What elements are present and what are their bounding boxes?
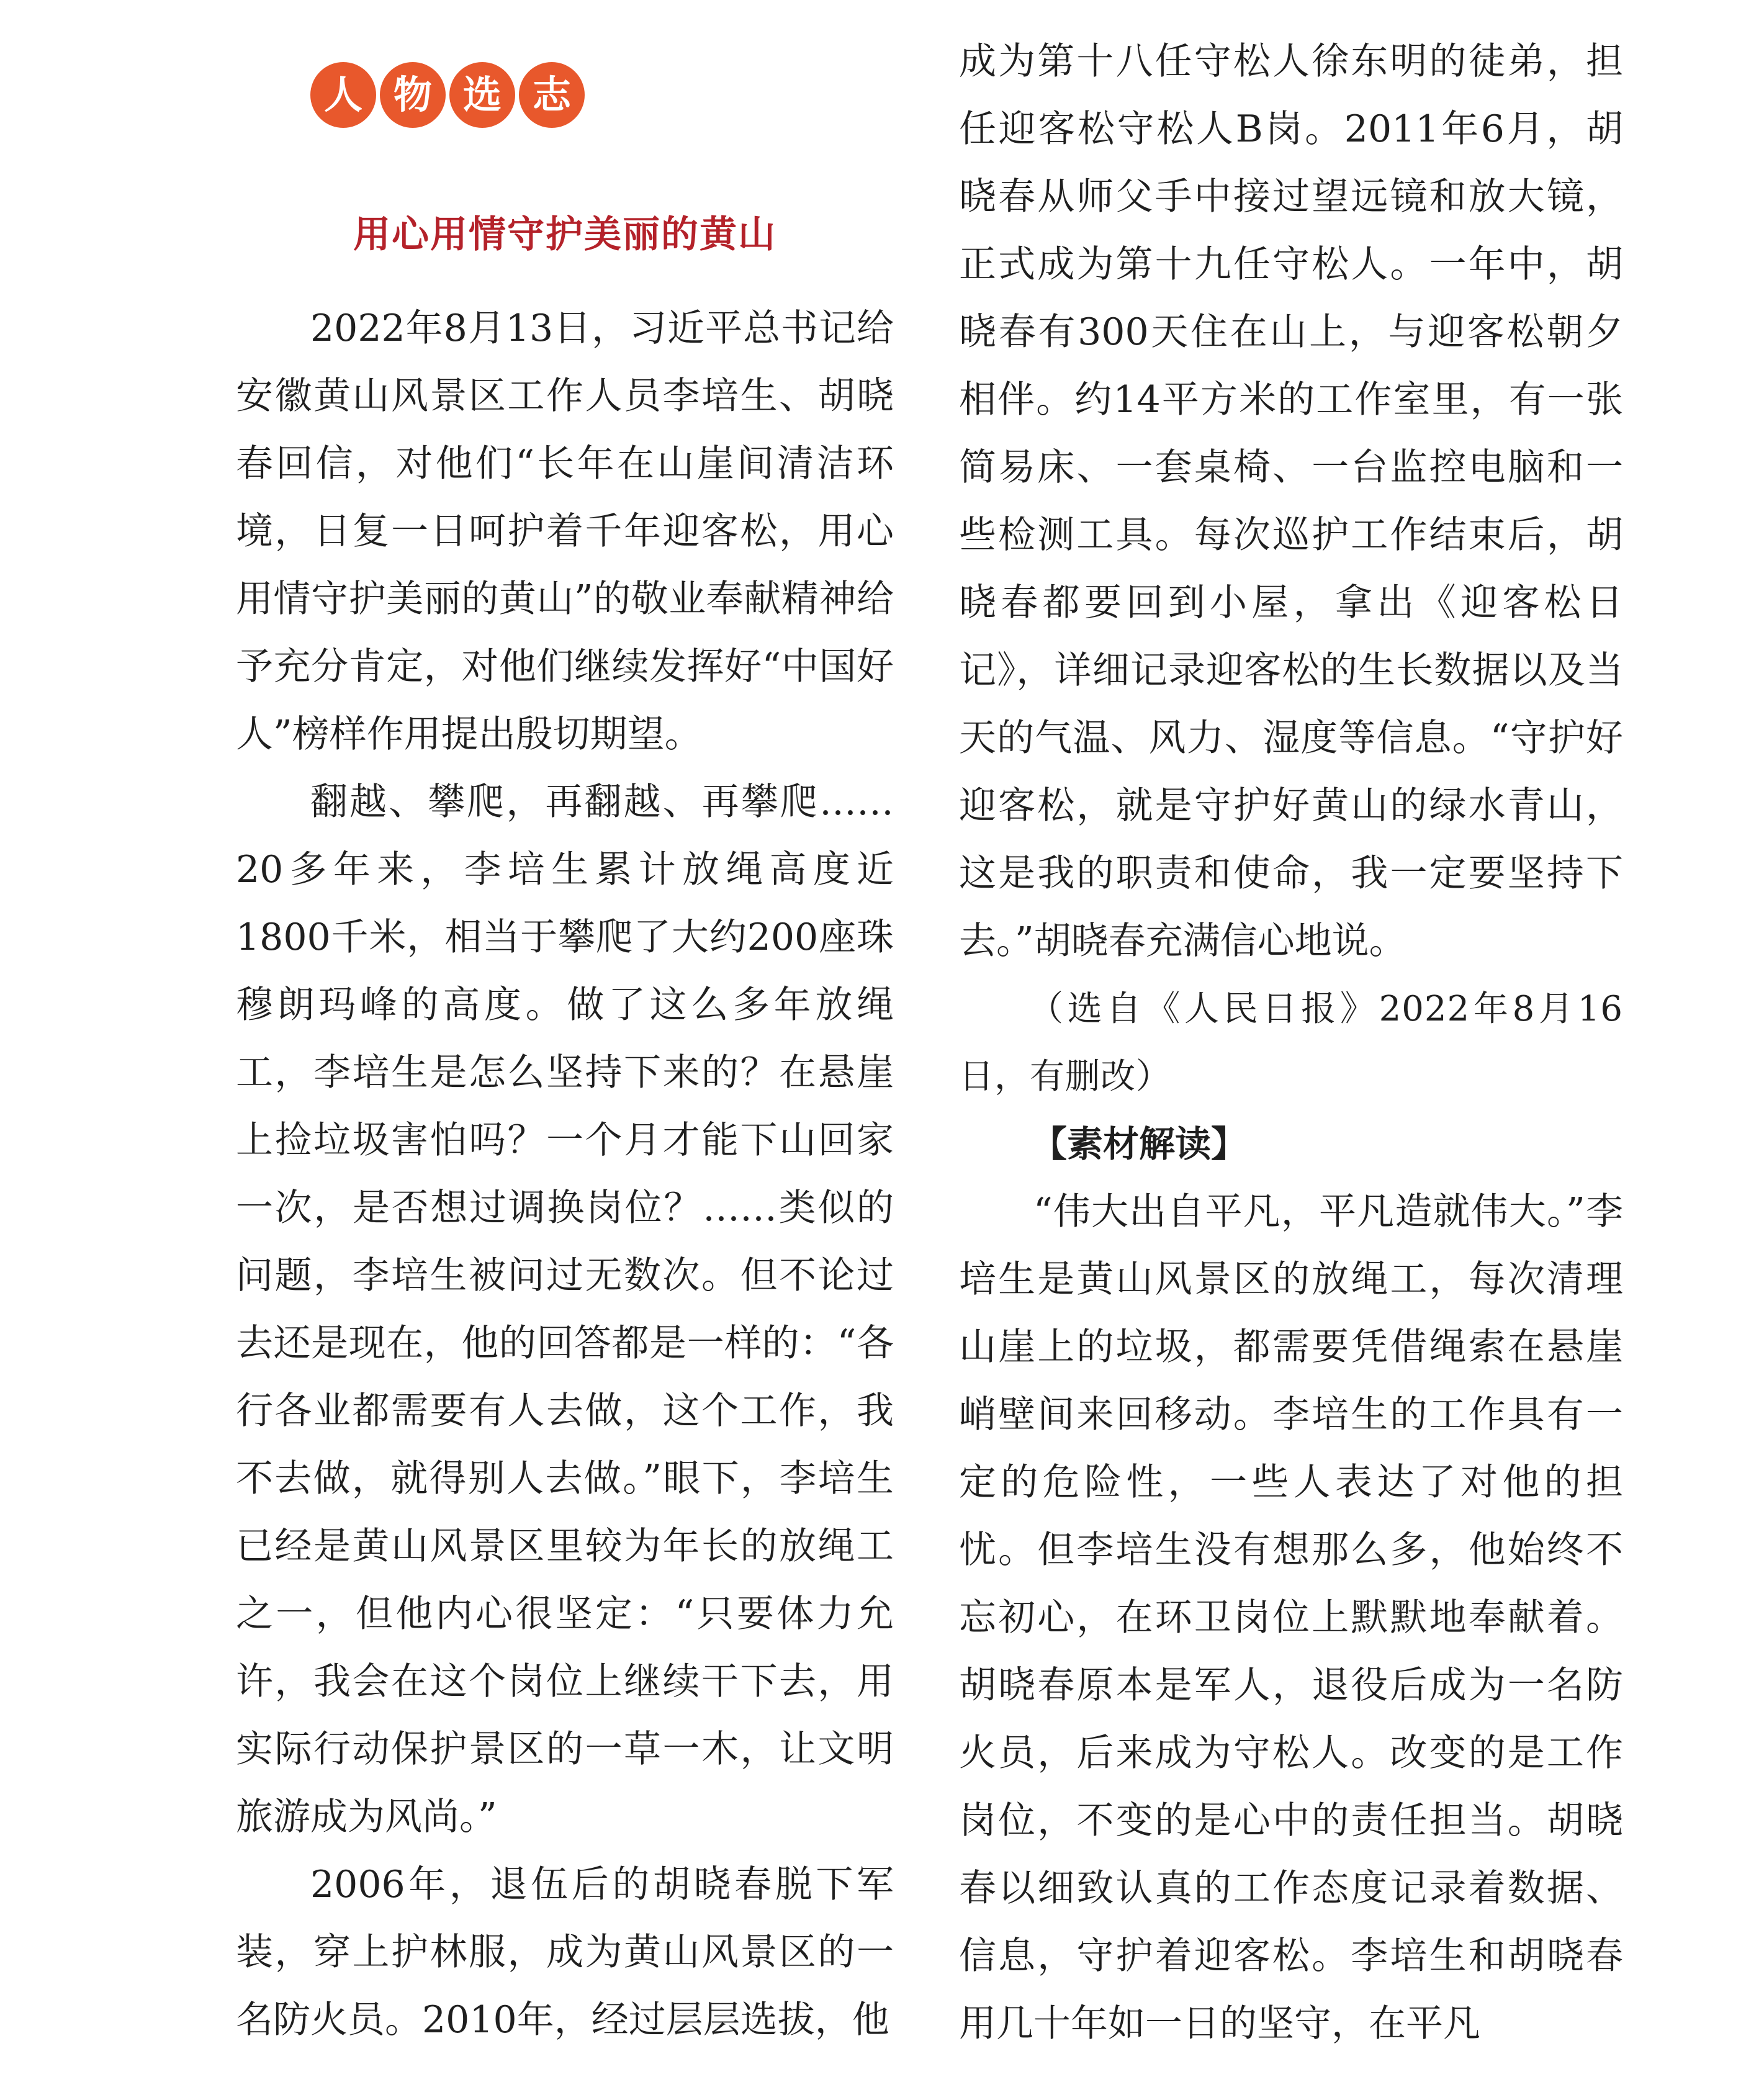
- interpretation-paragraph: “伟大出自平凡，平凡造就伟大。”李培生是黄山风景区的放绳工，每次清理山崖上的垃圾，都需要凭借绳索在悬崖峭壁间来回移动。李培生的工作具有一定的危险性，一些人表达了对他的担忧。但李培生没有想那么多，他始终不忘初心，在环卫岗位上默默地奉献着。胡晓春原本是军人，退役后成为一名防火员，后来成为守松人。改变的是工作岗位，不变的是心中的责任担当。胡晓春以细致认真的工作态度记录着数据、信息，守护着迎客松。李培生和胡晓春用几十年如一日的坚守，在平凡: [959, 1190, 1623, 2045]
- badge-char: 选: [449, 62, 515, 128]
- source-citation: （选自《人民日报》2022年8月16日，有删改）: [959, 989, 1623, 1097]
- badge-char: 志: [519, 62, 585, 128]
- body-paragraph-continued: 成为第十八任守松人徐东明的徒弟，担任迎客松守松人B岗。2011年6月，胡晓春从师父手中接过望远镜和放大镜，正式成为第十九任守松人。一年中，胡晓春有300天住在山上，与迎客松朝夕相伴。约14平方米的工作室里，有一张简易床、一套桌椅、一台监控电脑和一些检测工具。每次巡护工作结束后，胡晓春都要回到小屋，拿出《迎客松日记》，详细记录迎客松的生长数据以及当天的气温、风力、湿度等信息。“守护好迎客松，就是守护好黄山的绿水青山，这是我的职责和使命，我一定要坚持下去。”胡晓春充满信心地说。: [959, 40, 1623, 963]
- badge-char: 物: [380, 62, 446, 128]
- right-column: [959, 28, 1623, 2058]
- section-badge: [310, 62, 585, 128]
- article-title: 用心用情守护美丽的黄山: [353, 213, 776, 256]
- section-heading: 【素材解读】: [1031, 1123, 1248, 1165]
- left-column: [236, 295, 894, 2054]
- body-paragraph: 翻越、攀爬，再翻越、再攀爬……20多年来，李培生累计放绳高度近1800千米，相当于攀爬了大约200座珠穆朗玛峰的高度。做了这么多年放绳工，李培生是怎么坚持下来的？在悬崖上捡垃圾害怕吗？一个月才能下山回家一次，是否想过调换岗位？……类似的问题，李培生被问过无数次。但不论过去还是现在，他的回答都是一样的：“各行各业都需要有人去做，这个工作，我不去做，就得别人去做。”眼下，李培生已经是黄山风景区里较为年长的放绳工之一，但他内心很坚定：“只要体力允许，我会在这个岗位上继续干下去，用实际行动保护景区的一草一木，让文明旅游成为风尚。”: [236, 780, 894, 1839]
- body-paragraph: 2006年，退伍后的胡晓春脱下军装，穿上护林服，成为黄山风景区的一名防火员。2010年，经过层层选拔，他: [236, 1863, 894, 2042]
- body-paragraph: 2022年8月13日，习近平总书记给安徽黄山风景区工作人员李培生、胡晓春回信，对他们“长年在山崖间清洁环境，日复一日呵护着千年迎客松，用心用情守护美丽的黄山”的敬业奉献精神给予充分肯定，对他们继续发挥好“中国好人”榜样作用提出殷切期望。: [236, 307, 894, 756]
- badge-char: 人: [310, 62, 376, 128]
